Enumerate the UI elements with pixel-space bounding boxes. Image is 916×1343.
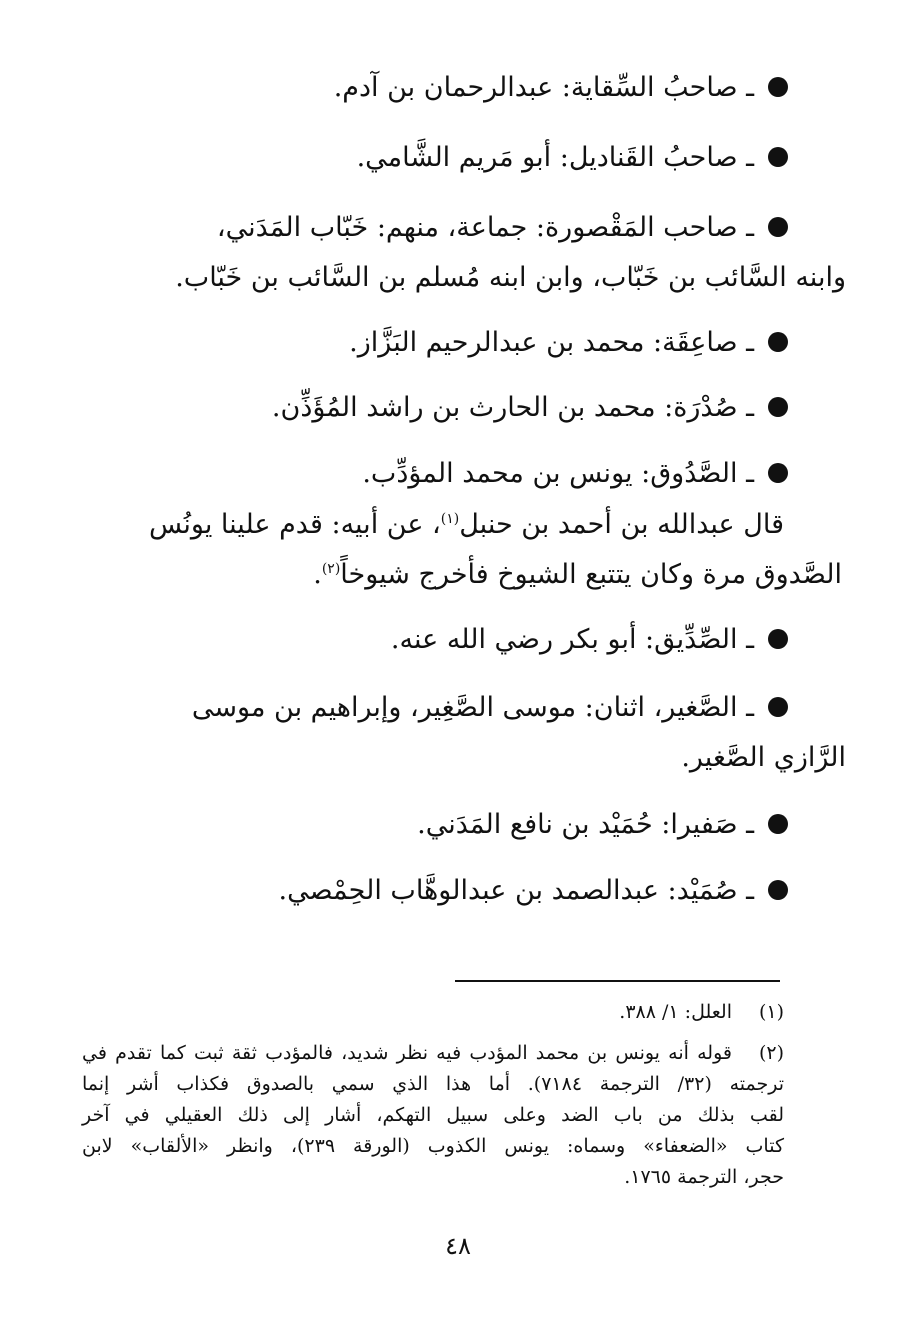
entry-continuation: الرَّازي الصَّغير. [681,742,846,773]
footnote-1 [82,997,784,1028]
entry-saduq [70,449,788,499]
entry-text: ـ صُدْرَة: محمد بن الحارث بن راشد المُؤَذِّن. [271,392,754,423]
entry-saghir [70,683,846,783]
footnote-2 [82,1038,784,1193]
quote-paragraph [70,500,842,600]
footnote-separator [455,980,780,982]
quote-text: قال عبدالله بن أحمد بن حنبل [459,509,784,540]
entry-siddiq [70,615,788,665]
entry-continuation: وابنه السَّائب بن خَبّاب، وابن ابنه مُسلم بن السَّائب بن خَبّاب. [175,262,846,293]
footnote-line: قوله أنه يونس بن محمد المؤدب فيه نظر شديد، فالمؤدب ثقة ثبت كما تقدم في [82,1042,732,1064]
entry-text: ـ الصِّدِّيق: أبو بكر رضي الله عنه. [390,624,754,655]
entry-text: ـ صُمَيْد: عبدالصمد بن عبدالوهَّاب الحِمْصي. [278,875,754,906]
entry-qanadil [70,133,788,183]
quote-line2 [70,550,842,600]
bullet-icon [768,77,788,97]
bullet-icon [768,629,788,649]
footnote-ref-2: (٢) [321,561,341,577]
quote-text: ، عن أبيه: قدم علينا يونُس [148,509,441,540]
bullet-icon [768,332,788,352]
entry-sumayd [70,866,788,916]
bullet-icon [768,814,788,834]
quote-text: الصَّدوق مرة وكان يتتبع الشيوخ فأخرج شيوخاً [340,559,842,590]
entry-text: ـ الصَّدُوق: يونس بن محمد المؤدِّب. [362,458,754,489]
bullet-icon [768,697,788,717]
bullet-icon [768,147,788,167]
footnote-text: العلل: ١/ ٣٨٨. [619,1001,732,1023]
bullet-icon [768,217,788,237]
entry-text: ـ الصَّغير، اثنان: موسى الصَّغِير، وإبراهيم بن موسى [191,692,754,723]
footnote-ref-1: (١) [440,511,460,527]
bullet-icon [768,397,788,417]
entry-text: ـ صاحبُ السِّقاية: عبدالرحمان بن آدم. [333,72,754,103]
entry-safira [70,800,788,850]
bullet-icon [768,463,788,483]
quote-text: . [313,559,322,590]
entry-maqsura [70,203,846,303]
entry-saiqa [70,318,788,368]
entry-text: ـ صاحب المَقْصورة: جماعة، منهم: خَبّاب المَدَني، [216,212,754,243]
footnote-number: (٢) [758,1042,784,1064]
footnote-line: لقب بذلك من باب الضد وعلى سبيل التهكم، أشار إلى ذلك العقيلي في آخر [82,1104,784,1126]
entry-text: ـ صَفيرا: حُمَيْد بن نافع المَدَني. [417,809,754,840]
entry-text: ـ صاعِقَة: محمد بن عبدالرحيم البَزَّاز. [349,327,754,358]
entry-saqaya [70,63,788,113]
bullet-icon [768,880,788,900]
quote-line1 [149,509,784,540]
page-number: ٤٨ [445,1232,471,1260]
footnote-number: (١) [758,1001,784,1023]
entry-sudra [70,383,788,433]
footnote-line: كتاب «الضعفاء» وسماه: يونس الكذوب (الورقة ٢٣٩)، وانظر «الألقاب» لابن [82,1135,784,1157]
footnote-line: حجر، الترجمة ١٧٦٥. [624,1166,784,1188]
footnote-line: ترجمته (٣٢/ الترجمة ٧١٨٤). أما هذا الذي سمي بالصدوق فكذاب أشر إنما [82,1073,785,1095]
entry-text: ـ صاحبُ القَناديل: أبو مَريم الشَّامي. [356,142,754,173]
